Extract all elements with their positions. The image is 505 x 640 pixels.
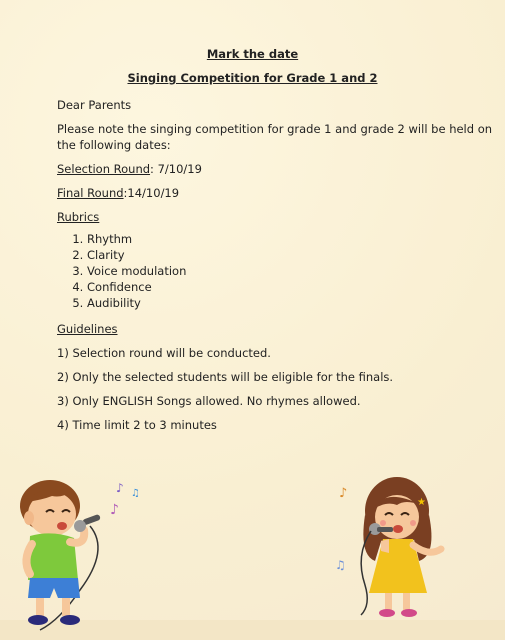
guidelines-heading: Guidelines xyxy=(57,322,118,336)
svg-text:♪: ♪ xyxy=(116,481,124,495)
svg-text:♫: ♫ xyxy=(335,558,346,572)
final-round-date: :14/10/19 xyxy=(123,186,180,200)
intro-line-2: the following dates: xyxy=(57,138,171,152)
selection-round xyxy=(57,161,202,177)
final-round-label: Final Round xyxy=(57,186,124,200)
svg-text:♪: ♪ xyxy=(110,502,119,518)
music-notes-icon xyxy=(335,486,347,572)
guideline-item: 3) Only ENGLISH Songs allowed. No rhymes allowed. xyxy=(57,394,361,408)
rubrics-list xyxy=(57,231,186,311)
guideline-item: 1) Selection round will be conducted. xyxy=(57,346,271,360)
selection-round-date: : 7/10/19 xyxy=(150,162,202,176)
svg-text:★: ★ xyxy=(417,497,426,508)
girl-singer-illustration xyxy=(325,465,455,625)
guideline-item: 2) Only the selected students will be eligible for the finals. xyxy=(57,370,394,384)
final-round xyxy=(57,185,179,201)
rubric-item: 3. Voice modulation xyxy=(87,263,186,279)
salutation: Dear Parents xyxy=(57,98,132,112)
rubrics-heading: Rubrics xyxy=(57,210,100,224)
boy-singer-illustration xyxy=(0,470,160,635)
rubric-item: 1. Rhythm xyxy=(87,231,186,247)
rubric-item: 2. Clarity xyxy=(87,247,186,263)
guideline-item: 4) Time limit 2 to 3 minutes xyxy=(57,418,217,432)
rubric-item: 4. Confidence xyxy=(87,279,186,295)
rubric-item: 5. Audibility xyxy=(87,295,186,311)
svg-text:♪: ♪ xyxy=(339,486,348,501)
intro-line-1: Please note the singing competition for grade 1 and grade 2 will be held on xyxy=(57,122,493,136)
svg-text:♫: ♫ xyxy=(131,488,140,499)
document-subtitle: Singing Competition for Grade 1 and 2 xyxy=(127,71,378,85)
document-title: Mark the date xyxy=(206,47,299,61)
music-notes-icon xyxy=(110,481,140,518)
selection-round-label: Selection Round xyxy=(57,162,151,176)
